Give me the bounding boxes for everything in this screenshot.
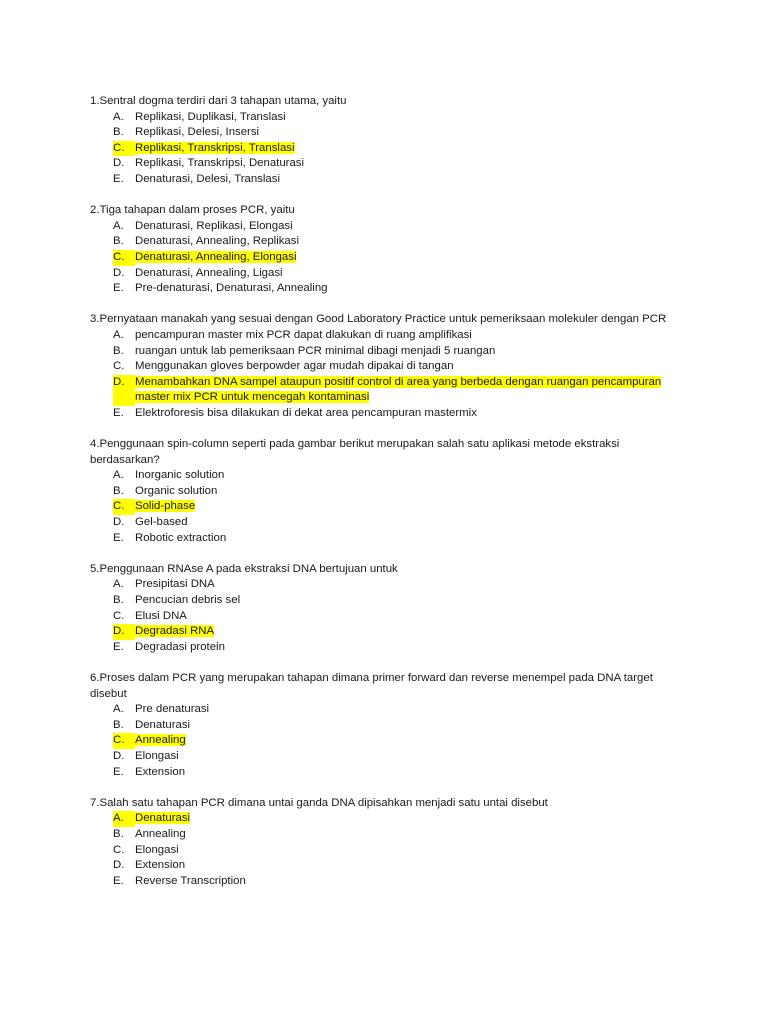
answer-text: Gel-based — [135, 516, 188, 529]
option-e — [90, 172, 680, 188]
option-a — [90, 328, 680, 344]
highlighted-answer: Replikasi, Transkripsi, Translasi — [135, 141, 295, 154]
option-letter: A. — [113, 811, 135, 827]
option-text — [135, 531, 680, 547]
option-letter: B. — [113, 235, 124, 248]
option-list — [90, 328, 680, 422]
option-text — [135, 858, 680, 874]
answer-text: Pre denaturasi — [135, 703, 210, 716]
option-text — [135, 843, 680, 859]
option-b — [90, 234, 680, 250]
option-text — [135, 250, 680, 266]
option-e — [90, 406, 680, 422]
option-letter: C. — [113, 843, 125, 856]
answer-text: Denaturasi, Replikasi, Elongasi — [135, 219, 293, 232]
option-text — [135, 874, 680, 890]
highlighted-answer: Solid-phase — [135, 500, 196, 513]
option-c — [90, 733, 680, 749]
answer-text: Denaturasi, Annealing, Replikasi — [135, 235, 299, 248]
option-e — [90, 531, 680, 547]
option-text — [135, 359, 680, 375]
option-e — [90, 765, 680, 781]
option-text — [135, 375, 680, 406]
option-c — [90, 609, 680, 625]
option-letter: D. — [113, 624, 135, 640]
answer-text: Denaturasi, Delesi, Translasi — [135, 172, 280, 185]
option-text — [135, 609, 680, 625]
option-a — [90, 702, 680, 718]
option-e — [90, 640, 680, 656]
option-letter: B. — [113, 827, 124, 840]
option-text — [135, 515, 680, 531]
option-letter: A. — [113, 578, 124, 591]
option-list — [90, 110, 680, 188]
option-a — [90, 110, 680, 126]
option-list — [90, 219, 680, 297]
option-d — [90, 515, 680, 531]
question-text: 5.Penggunaan RNAse A pada ekstraksi DNA bertujuan untuk — [90, 562, 398, 575]
answer-text: Elektroforesis bisa dilakukan di dekat area pencampuran mastermix — [135, 406, 477, 419]
answer-text: pencampuran master mix PCR dapat dlakukan di ruang amplifikasi — [135, 328, 472, 341]
answer-text: Presipitasi DNA — [135, 578, 215, 591]
option-letter: B. — [113, 484, 124, 497]
option-e — [90, 281, 680, 297]
option-letter: D. — [113, 157, 125, 170]
answer-text: Organic solution — [135, 484, 218, 497]
option-letter: C. — [113, 250, 135, 266]
question-text: 3.Pernyataan manakah yang sesuai dengan Good Laboratory Practice untuk pemeriksaan molekuler dengan PCR — [90, 313, 667, 326]
answer-text: Annealing — [135, 827, 186, 840]
option-d — [90, 375, 680, 406]
option-letter: E. — [113, 406, 124, 419]
option-letter: D. — [113, 266, 125, 279]
answer-text: Denaturasi, Annealing, Ligasi — [135, 266, 283, 279]
answer-text: ruangan untuk lab pemeriksaan PCR minimal dibagi menjadi 5 ruangan — [135, 344, 496, 357]
answer-text: Elongasi — [135, 749, 179, 762]
highlighted-answer: Annealing — [135, 734, 186, 747]
answer-text: Elusi DNA — [135, 609, 187, 622]
question-text: 2.Tiga tahapan dalam proses PCR, yaitu — [90, 204, 295, 217]
option-letter: C. — [113, 360, 125, 373]
option-text — [135, 499, 680, 515]
question-text: 4.Penggunaan spin-column seperti pada gambar berikut merupakan salah satu aplikasi metode ekstraksi berdasarkan? — [90, 438, 620, 466]
option-d — [90, 266, 680, 282]
option-text — [135, 733, 680, 749]
option-letter: D. — [113, 516, 125, 529]
option-text — [135, 484, 680, 500]
option-c — [90, 141, 680, 157]
question-1 — [90, 94, 680, 188]
option-d — [90, 624, 680, 640]
question-2 — [90, 203, 680, 297]
option-e — [90, 874, 680, 890]
option-text — [135, 234, 680, 250]
option-text — [135, 624, 680, 640]
option-text — [135, 156, 680, 172]
option-text — [135, 749, 680, 765]
question-4 — [90, 437, 680, 546]
answer-text: Degradasi protein — [135, 640, 225, 653]
question-text: 7.Salah satu tahapan PCR dimana untai ganda DNA dipisahkan menjadi satu untai disebut — [90, 796, 548, 809]
answer-text: Robotic extraction — [135, 531, 227, 544]
option-a — [90, 219, 680, 235]
option-c — [90, 843, 680, 859]
answer-text: Replikasi, Delesi, Insersi — [135, 126, 260, 139]
option-b — [90, 593, 680, 609]
option-d — [90, 749, 680, 765]
option-b — [90, 344, 680, 360]
option-letter: B. — [113, 344, 124, 357]
question-text: 6.Proses dalam PCR yang merupakan tahapan dimana primer forward dan reverse menempel pada DNA target disebut — [90, 671, 653, 700]
answer-text: Menggunakan gloves berpowder agar mudah dipakai di tangan — [135, 360, 454, 373]
answer-text: Replikasi, Duplikasi, Translasi — [135, 110, 286, 123]
answer-text: Extension — [135, 859, 186, 872]
option-a — [90, 468, 680, 484]
option-text — [135, 811, 680, 827]
option-b — [90, 718, 680, 734]
option-text — [135, 328, 680, 344]
highlighted-answer: Denaturasi, Annealing, Elongasi — [135, 250, 297, 263]
option-text — [135, 344, 680, 360]
option-a — [90, 811, 680, 827]
option-list — [90, 702, 680, 780]
answer-text: Extension — [135, 765, 186, 778]
option-letter: E. — [113, 172, 124, 185]
option-b — [90, 827, 680, 843]
option-b — [90, 484, 680, 500]
option-letter: C. — [113, 733, 135, 749]
option-letter: D. — [113, 375, 135, 406]
answer-text: Reverse Transcription — [135, 874, 246, 887]
question-text: 1.Sentral dogma terdiri dari 3 tahapan utama, yaitu — [90, 95, 347, 107]
option-text — [135, 577, 680, 593]
answer-text: Elongasi — [135, 843, 179, 856]
question-7 — [90, 796, 680, 890]
option-d — [90, 156, 680, 172]
option-text — [135, 125, 680, 141]
highlighted-answer: Degradasi RNA — [135, 625, 215, 638]
option-letter: A. — [113, 110, 124, 123]
option-text — [135, 702, 680, 718]
option-letter: D. — [113, 749, 125, 762]
question-5 — [90, 562, 680, 656]
option-text — [135, 219, 680, 235]
option-a — [90, 577, 680, 593]
option-letter: C. — [113, 141, 135, 157]
option-letter: B. — [113, 126, 124, 139]
option-letter: E. — [113, 531, 124, 544]
option-list — [90, 577, 680, 655]
option-list — [90, 468, 680, 546]
option-letter: B. — [113, 594, 124, 606]
option-letter: A. — [113, 469, 124, 482]
option-letter: A. — [113, 703, 124, 716]
answer-text: Inorganic solution — [135, 469, 225, 482]
option-c — [90, 499, 680, 515]
option-letter: C. — [113, 609, 125, 622]
option-text — [135, 141, 680, 157]
option-letter: A. — [113, 219, 124, 232]
option-letter: E. — [113, 282, 124, 295]
option-letter: E. — [113, 765, 124, 778]
option-text — [135, 468, 680, 484]
option-letter: A. — [113, 328, 124, 341]
question-6 — [90, 671, 680, 780]
option-text — [135, 172, 680, 188]
highlighted-answer: Denaturasi — [135, 812, 191, 825]
option-text — [135, 110, 680, 126]
option-letter: C. — [113, 499, 135, 515]
highlighted-answer: Menambahkan DNA sampel ataupun positif control di area yang berbeda dengan ruangan pencampuran master mix PCR untuk mencegah kontaminasi — [135, 375, 662, 404]
option-d — [90, 858, 680, 874]
option-text — [135, 827, 680, 843]
option-text — [135, 640, 680, 656]
answer-text: Pencucian debris sel — [135, 594, 241, 606]
answer-text: Denaturasi — [135, 718, 191, 731]
option-text — [135, 281, 680, 297]
answer-text: Pre-denaturasi, Denaturasi, Annealing — [135, 282, 328, 295]
option-letter: E. — [113, 874, 124, 887]
option-c — [90, 359, 680, 375]
option-list — [90, 811, 680, 889]
option-b — [90, 125, 680, 141]
option-text — [135, 266, 680, 282]
option-text — [135, 718, 680, 734]
option-letter: D. — [113, 859, 125, 872]
option-c — [90, 250, 680, 266]
question-3 — [90, 312, 680, 421]
option-letter: B. — [113, 718, 124, 731]
option-text — [135, 765, 680, 781]
option-text — [135, 406, 680, 422]
option-letter: E. — [113, 640, 124, 653]
option-text — [135, 593, 680, 609]
answer-text: Replikasi, Transkripsi, Denaturasi — [135, 157, 305, 170]
